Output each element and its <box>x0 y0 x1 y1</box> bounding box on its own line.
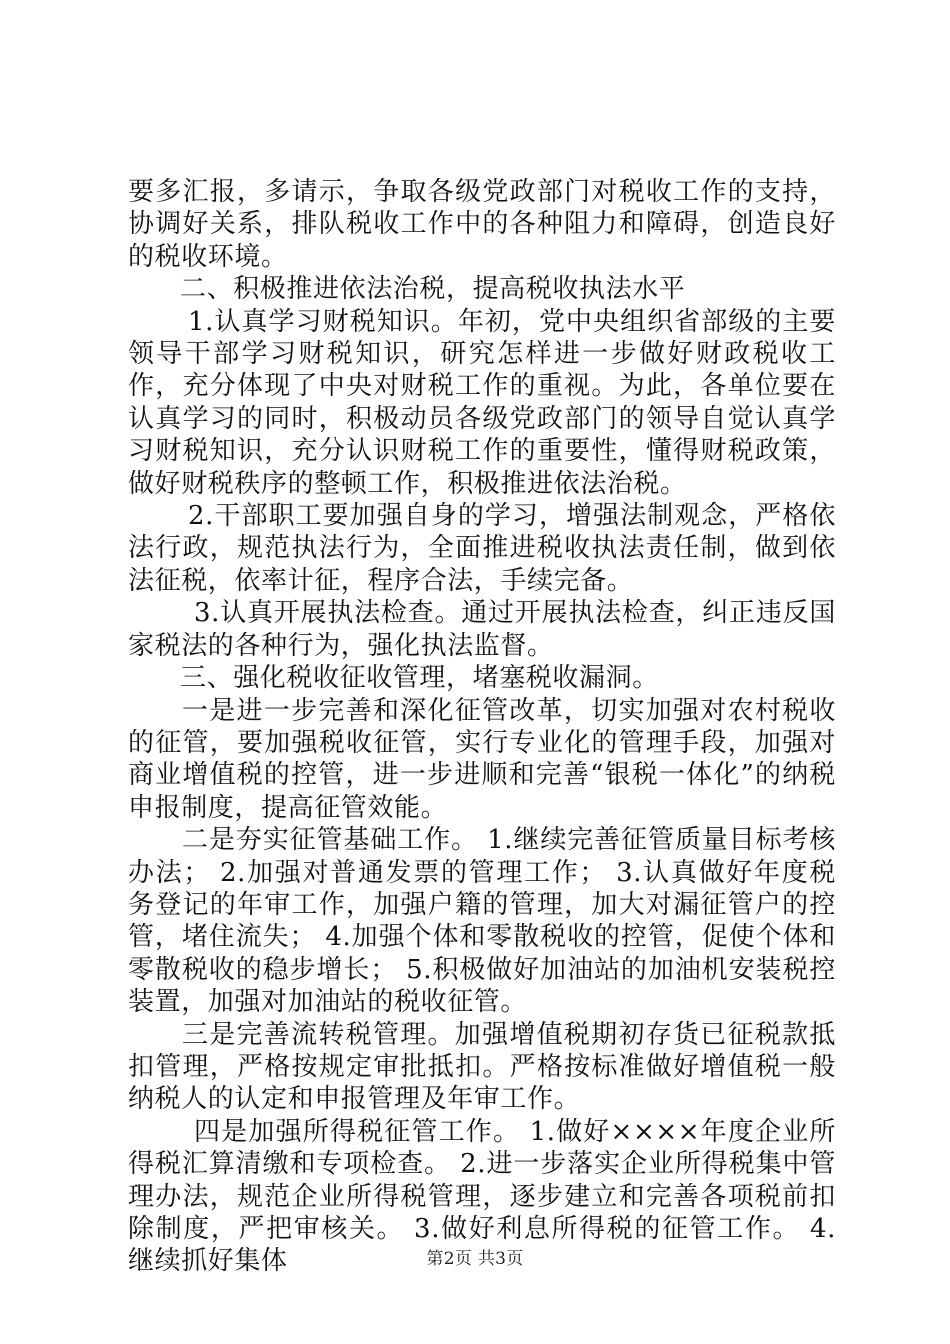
paragraph-item-1: 1.认真学习财税知识。年初，党中央组织省部级的主要领导干部学习财税知识，研究怎样进一步做好财政税收工作，充分体现了中央对财税工作的重视。为此，各单位要在认真学习的同时，积极动员各级党政部门的领导自觉认真学习财税知识，充分认识财税工作的重要性，懂得财税政策，做好财税秩序的整顿工作，积极推进依法治税。 <box>128 306 836 499</box>
paragraph-item-2: 2.干部职工要加强自身的学习，增强法制观念，严格依法行政，规范执法行为，全面推进税收执法责任制，做到依法征税，依率计征，程序合法，手续完备。 <box>128 501 836 596</box>
paragraph-point-3: 三是完善流转税管理。加强增值税期初存货已征税款抵扣管理，严格按规定审批抵扣。严格按标准做好增值税一般纳税人的认定和申报管理及年审工作。 <box>128 1019 836 1115</box>
section-heading-3: 三、强化税收征收管理，堵塞税收漏洞。 <box>180 663 659 694</box>
paragraph-continuation: 要多汇报，多请示，争取各级党政部门对税收工作的支持，协调好关系，排队税收工作中的各种阻力和障碍，创造良好的税收环境。 <box>128 177 836 272</box>
paragraph-point-1: 一是进一步完善和深化征管改革，切实加强对农村税收的征管，要加强税收征管，实行专业化的管理手段，加强对商业增值税的控管，进一步进顺和完善“银税一体化”的纳税申报制度，提高征管效能。 <box>128 695 836 823</box>
paragraph-item-3: 3.认真开展执法检查。通过开展执法检查，纠正违反国家税法的各种行为，强化执法监督。 <box>128 598 836 661</box>
section-heading-2: 二、积极推进依法治税，提高税收执法水平 <box>180 274 686 305</box>
page-number: 第2页 共3页 <box>426 1249 524 1269</box>
document-body <box>128 176 836 1278</box>
paragraph-point-2: 二是夯实征管基础工作。 1.继续完善征管质量目标考核办法； 2.加强对普通发票的管理工作； 3.认真做好年度税务登记的年审工作，加强户籍的管理，加大对漏征管户的控管，堵住流失； 4.加强个体和零散税收的控管，促使个体和零散税收的稳步增长； 5.积极做好加油站的加油机安装税控装置，加强对加油站的税收征管。 <box>128 825 836 1018</box>
paragraph-point-4: 四是加强所得税征管工作。 1.做好××××年度企业所得税汇算清缴和专项检查。 2.进一步落实企业所得税集中管理办法，规范企业所得税管理，逐步建立和完善各项税前扣除制度，严把审核关。 3.做好利息所得税的征管工作。 4.继续抓好集体 <box>128 1116 836 1277</box>
